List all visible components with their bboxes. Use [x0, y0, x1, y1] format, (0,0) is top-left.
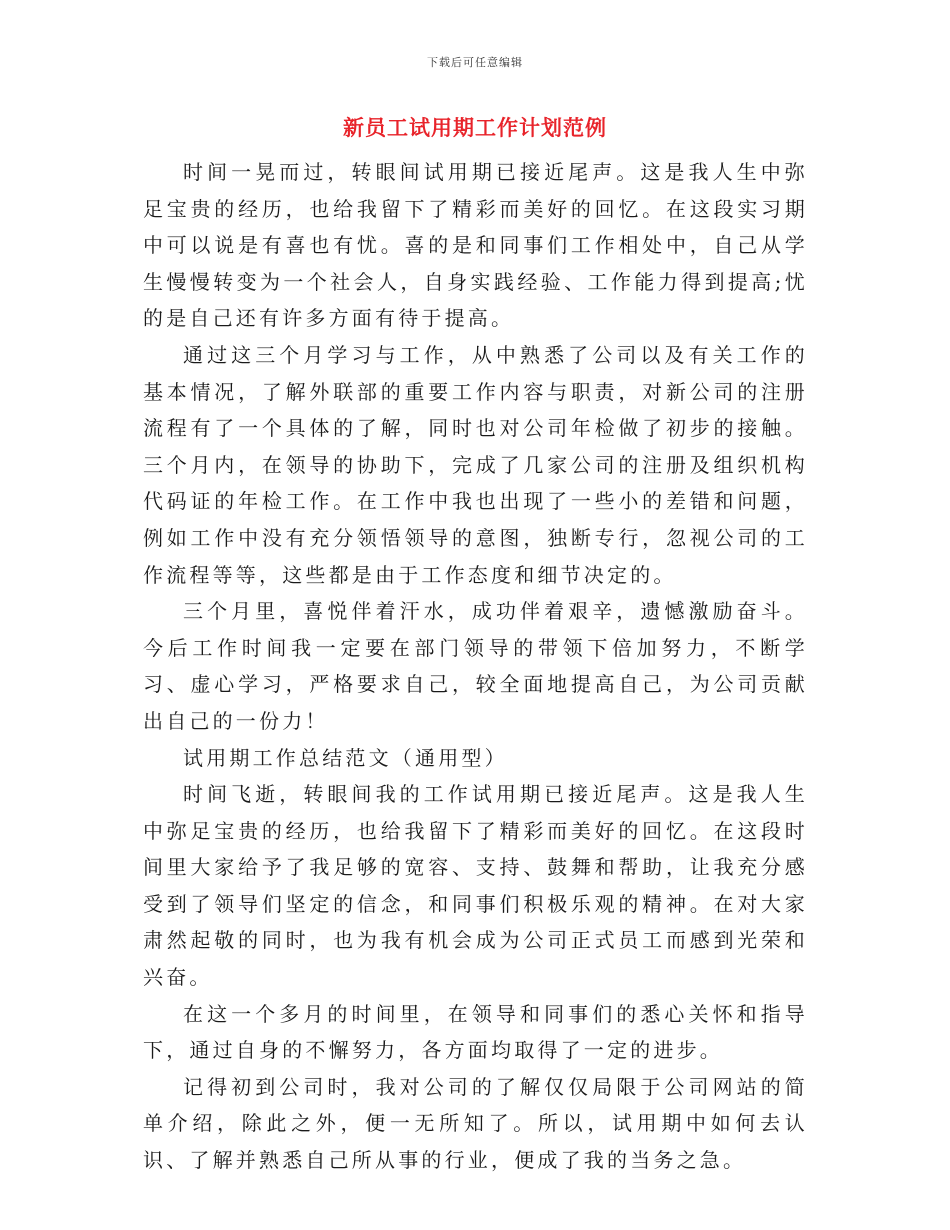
paragraph: 在这一个多月的时间里，在领导和同事们的悉心关怀和指导下，通过自身的不懈努力，各方面均取得了一定的进步。	[143, 1001, 808, 1063]
paragraph: 通过这三个月学习与工作，从中熟悉了公司以及有关工作的基本情况，了解外联部的重要工作内容与职责，对新公司的注册流程有了一个具体的了解，同时也对公司年检做了初步的接触。三个月内，在领导的协助下，完成了几家公司的注册及组织机构代码证的年检工作。在工作中我也出现了一些小的差错和问题，例如工作中没有充分领悟领导的意图，独断专行，忽视公司的工作流程等等，这些都是由于工作态度和细节决定的。	[143, 342, 808, 587]
paragraph: 时间一晃而过，转眼间试用期已接近尾声。这是我人生中弥足宝贵的经历，也给我留下了精彩而美好的回忆。在这段实习期中可以说是有喜也有忧。喜的是和同事们工作相处中，自己从学生慢慢转变为一个社会人，自身实践经验、工作能力得到提高;忧的是自己还有许多方面有待于提高。	[143, 160, 808, 331]
paragraph: 三个月里，喜悦伴着汗水，成功伴着艰辛，遗憾激励奋斗。今后工作时间我一定要在部门领导的带领下倍加努力，不断学习、虚心学习，严格要求自己，较全面地提高自己，为公司贡献出自己的一份力！	[143, 599, 808, 733]
header-note: 下载后可任意编辑	[427, 56, 523, 69]
document-body	[143, 154, 808, 1179]
document-title: 新员工试用期工作计划范例	[343, 115, 607, 140]
paragraph: 记得初到公司时，我对公司的了解仅仅局限于公司网站的简单介绍，除此之外，便一无所知了。所以，试用期中如何去认识、了解并熟悉自己所从事的行业，便成了我的当务之急。	[143, 1074, 808, 1173]
section-heading: 试用期工作总结范文（通用型）	[183, 745, 508, 770]
paragraph: 时间飞逝，转眼间我的工作试用期已接近尾声。这是我人生中弥足宝贵的经历，也给我留下了精彩而美好的回忆。在这段时间里大家给予了我足够的宽容、支持、鼓舞和帮助，让我充分感受到了领导们坚定的信念，和同事们积极乐观的精神。在对大家肃然起敬的同时，也为我有机会成为公司正式员工而感到光荣和兴奋。	[143, 782, 808, 990]
